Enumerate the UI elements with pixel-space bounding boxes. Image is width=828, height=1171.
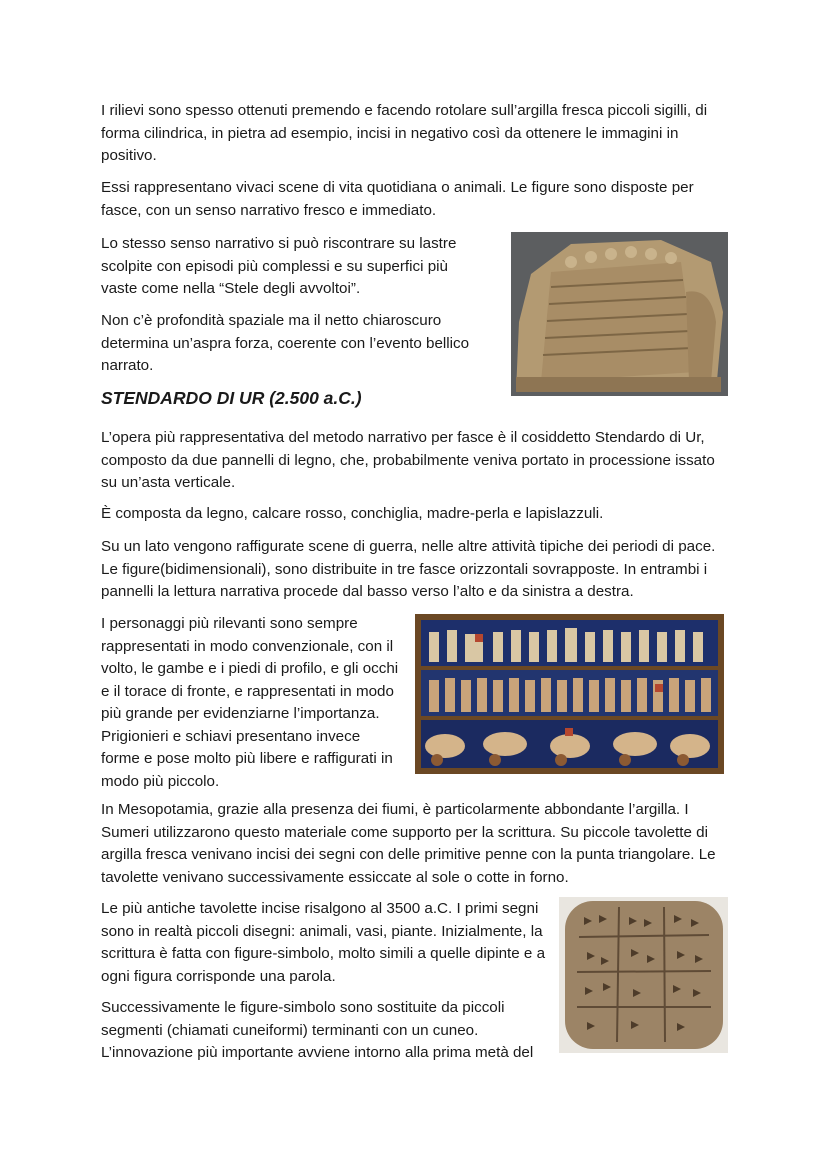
paragraph-cuneiform: Successivamente le figure-simbolo sono sostituite da piccoli segmenti (chiamati cuneiformi) terminanti con un cuneo. L’innovazione più importante avviene intorno alla prima metà del	[101, 999, 534, 1061]
paragraph-chiaroscuro: Non c’è profondità spaziale ma il netto chiaroscuro determina un’aspra forza, coerente con l’evento bellico narrato.	[101, 312, 470, 374]
paragraph-standard-intro: L’opera più rappresentativa del metodo narrativo per fasce è il cosiddetto Stendardo di Ur, composto da due pannelli di legno, che, probabilmente veniva portato in processione issato su un’asta verticale.	[101, 429, 715, 491]
stele-of-vultures-image	[511, 232, 728, 396]
paragraph-cylinder-seals: I rilievi sono spesso ottenuti premendo e facendo rotolare sull’argilla fresca piccoli sigilli, di forma cilindrica, in pietra ad esempio, incisi in negativo così da ottenere le immagini in positivo.	[101, 102, 708, 164]
cuneiform-tablet-image	[559, 897, 728, 1053]
paragraph-ancient-tablets: Le più antiche tavolette incise risalgono al 3500 a.C. I primi segni sono in realtà piccoli disegni: animali, vasi, piante. Inizialmente, la scrittura è fatta con figure-simbolo, molto simili a quelle dipinte e a ogni figura corrisponde una parola.	[101, 900, 546, 985]
paragraph-stele-narrative: Lo stesso senso narrativo si può riscontrare su lastre scolpite con episodi più complessi e su superfici più vaste come nella “Stele degli avvoltoi”.	[101, 235, 457, 297]
section-heading-standard-of-ur: STENDARDO DI UR (2.500 a.C.)	[101, 388, 362, 408]
paragraph-materials: È composta da legno, calcare rosso, conchiglia, madre-perla e lapislazzuli.	[101, 505, 604, 522]
paragraph-conventions: I personaggi più rilevanti sono sempre rappresentati in modo convenzionale, con il volto, le gambe e i piedi di profilo, e gli occhi e il torace di fronte, e rappresentati in modo più grande per evidenziarne l’importanza. Prigionieri e schiavi presentano invece forme e pose molto più libere e raffigurati in modo più piccolo.	[101, 615, 399, 790]
paragraph-war-peace-scenes: Su un lato vengono raffigurate scene di guerra, nelle altre attività tipiche dei periodi di pace. Le figure(bidimensionali), sono distribuite in tre fasce orizzontali sovrapposte. In entrambi i pannelli la lettura narrativa procede dal basso verso l’alto e da sinistra a destra.	[101, 538, 716, 600]
paragraph-daily-life-scenes: Essi rappresentano vivaci scene di vita quotidiana o animali. Le figure sono disposte per fasce, con un senso narrativo fresco e immediato.	[101, 179, 694, 219]
paragraph-clay-writing: In Mesopotamia, grazie alla presenza dei fiumi, è particolarmente abbondante l’argilla. I Sumeri utilizzarono questo materiale come supporto per la scrittura. Su piccole tavolette di argilla fresca venivano incisi dei segni con delle primitive penne con la punta triangolare. Le tavolette venivano successivamente essiccate al sole o cotte in forno.	[101, 801, 716, 886]
standard-of-ur-image	[415, 614, 724, 774]
